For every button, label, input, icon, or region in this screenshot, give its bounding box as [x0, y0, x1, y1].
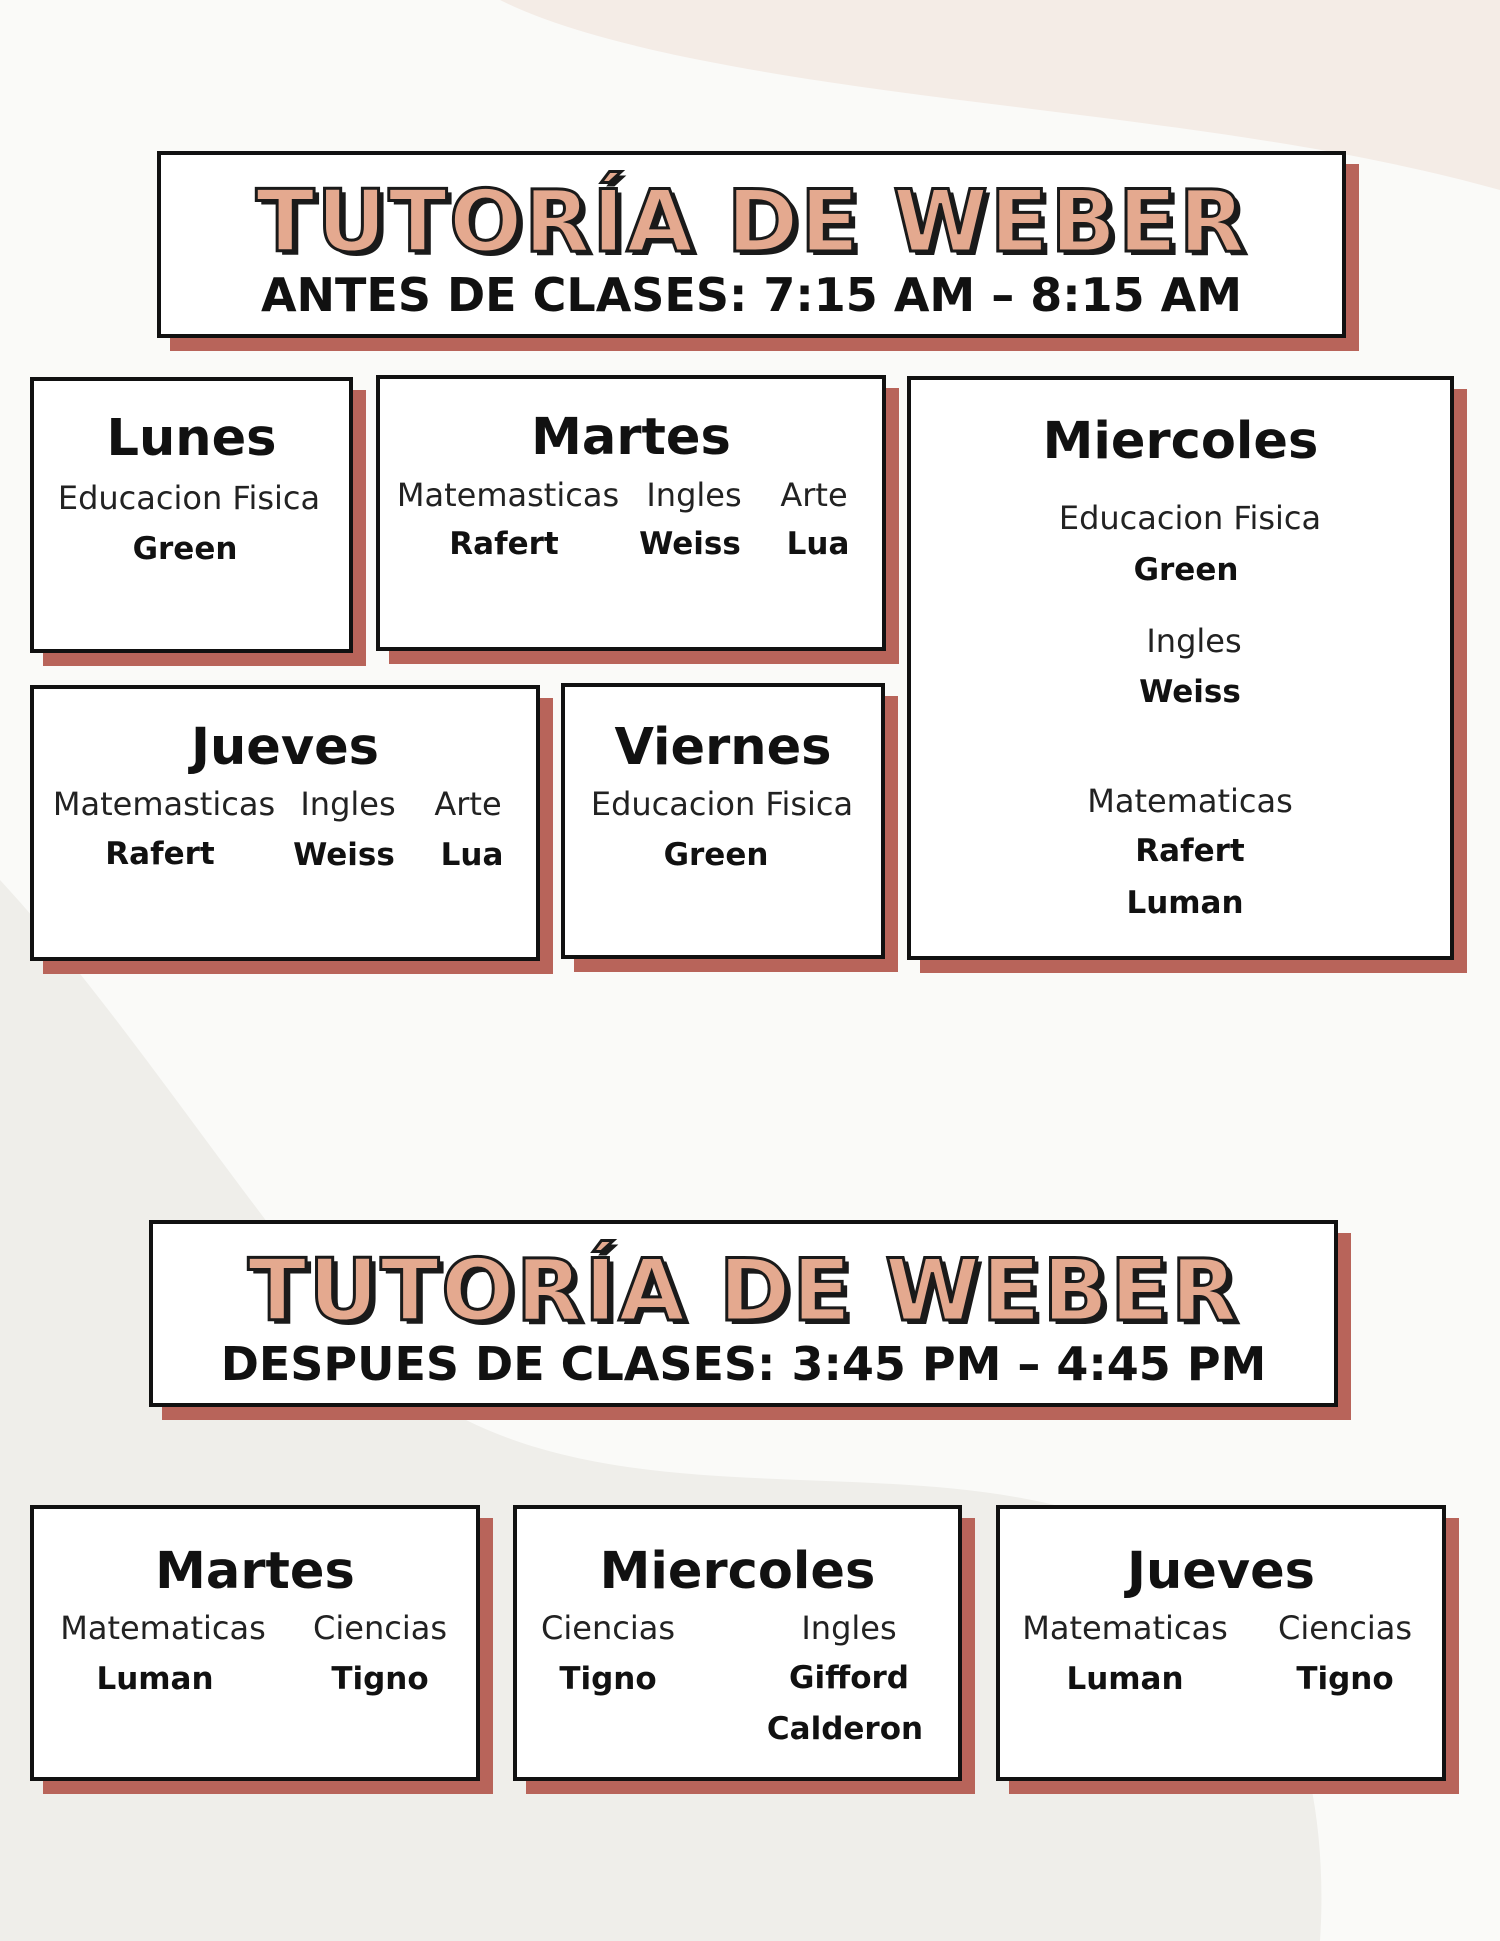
afternoon-title: TUTORÍA DE WEBER	[247, 1241, 1240, 1341]
teacher-name: Lua	[440, 837, 504, 873]
subject-label: Educacion Fisica	[590, 785, 854, 823]
subject-label: Arte	[780, 476, 848, 514]
afternoon-subtitle: DESPUES DE CLASES: 3:45 PM – 4:45 PM	[220, 1337, 1267, 1391]
day-title-miercoles: Miercoles	[599, 1542, 876, 1601]
teacher-name: Luman	[1126, 885, 1244, 921]
subject-label: Ingles	[1146, 622, 1242, 660]
subject-label: Ciencias	[1278, 1609, 1412, 1647]
teacher-name: Rafert	[1135, 833, 1245, 869]
teacher-name: Luman	[96, 1661, 214, 1697]
teacher-name: Tigno	[331, 1661, 429, 1697]
card-viernes	[561, 683, 885, 959]
subject-label: Educacion Fisica	[1058, 499, 1322, 537]
card-miercoles-afternoon	[513, 1505, 962, 1781]
subject-label: Ingles	[646, 476, 742, 514]
subject-label: Ingles	[801, 1609, 897, 1647]
subject-label: Educacion Fisica	[57, 479, 321, 517]
day-title-miercoles: Miercoles	[1042, 412, 1319, 471]
teacher-name: Weiss	[293, 837, 395, 873]
day-title-lunes: Lunes	[106, 409, 277, 468]
day-title-jueves: Jueves	[1126, 1542, 1316, 1601]
card-martes-afternoon	[30, 1505, 480, 1781]
card-lunes	[30, 377, 353, 653]
teacher-name: Weiss	[639, 526, 741, 562]
subject-label: Matemasticas	[396, 476, 620, 514]
teacher-name: Rafert	[449, 526, 559, 562]
teacher-name: Gifford	[789, 1660, 909, 1696]
teacher-name: Calderon	[766, 1711, 924, 1747]
teacher-name: Green	[1133, 552, 1239, 588]
subject-label: Ciencias	[541, 1609, 675, 1647]
subject-label: Matematicas	[1022, 1609, 1228, 1647]
morning-banner	[157, 151, 1346, 338]
teacher-name: Green	[663, 837, 769, 873]
subject-label: Arte	[434, 785, 502, 823]
day-title-martes: Martes	[531, 408, 731, 467]
subject-label: Ciencias	[313, 1609, 447, 1647]
teacher-name: Luman	[1066, 1661, 1184, 1697]
day-title-viernes: Viernes	[614, 718, 832, 777]
subject-label: Ingles	[300, 785, 396, 823]
day-title-jueves: Jueves	[190, 718, 380, 777]
teacher-name: Green	[132, 531, 238, 567]
card-jueves	[30, 685, 540, 961]
morning-subtitle: ANTES DE CLASES: 7:15 AM – 8:15 AM	[260, 268, 1243, 322]
card-martes	[376, 375, 886, 651]
subject-label: Matematicas	[60, 1609, 266, 1647]
teacher-name: Weiss	[1139, 674, 1241, 710]
afternoon-banner	[149, 1220, 1338, 1407]
teacher-name: Tigno	[559, 1661, 657, 1697]
teacher-name: Rafert	[105, 836, 215, 872]
morning-title: TUTORÍA DE WEBER	[255, 172, 1248, 272]
subject-label: Matemasticas	[52, 785, 276, 823]
card-miercoles	[907, 376, 1454, 960]
subject-label: Matematicas	[1087, 782, 1293, 820]
teacher-name: Lua	[786, 526, 850, 562]
card-jueves-afternoon	[996, 1505, 1446, 1781]
teacher-name: Tigno	[1296, 1661, 1394, 1697]
day-title-martes: Martes	[155, 1542, 355, 1601]
